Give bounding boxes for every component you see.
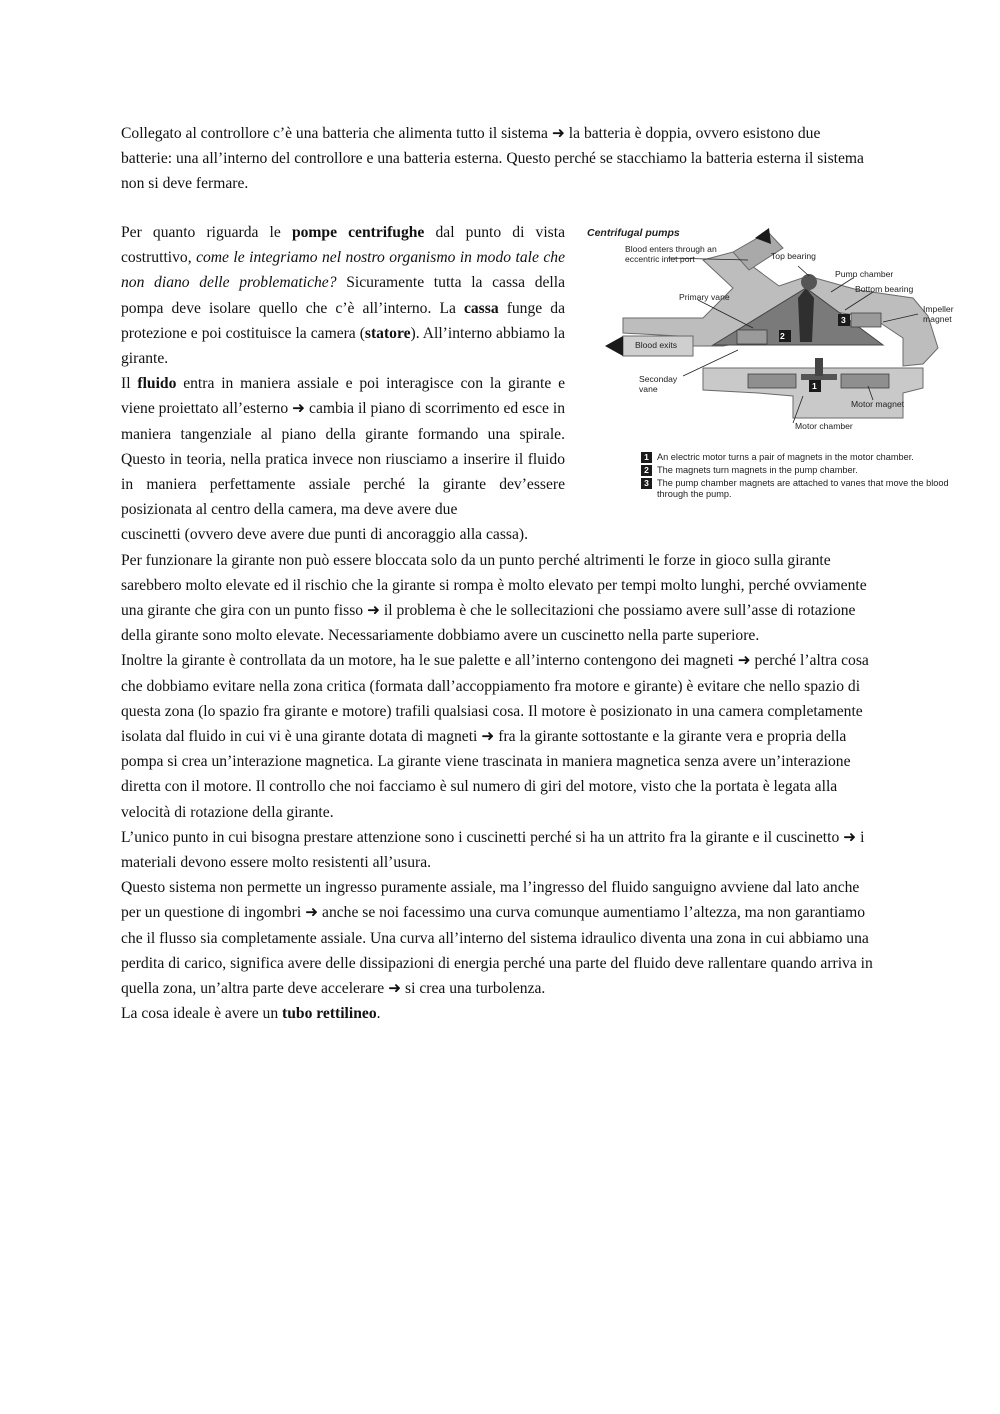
legend-text: The pump chamber magnets are attached to vanes that move the blood through the pump. — [657, 478, 949, 499]
legend-text: The magnets turn magnets in the pump chamber. — [657, 465, 858, 475]
text-run: entra in maniera assiale e poi interagisce con la girante e viene proiettato all’esterno ➜ cambia il piano di scorrimento ed esce in maniera tangenziale al piano della girante formando una spirale. Questo in teoria, nella pratica invece non riusciamo a inserire il fluido in maniera perfettamente assiale perché la girante dev’essere posizionata al centro della camera, ma deve avere due — [121, 375, 565, 519]
girante-paragraph: Per funzionare la girante non può essere bloccata solo da un punto perché altrimenti le forze in gioco sulla girante sarebbero molto elevate ed il rischio che la girante si rompa è molto elevato per tempi molto lunghi, perché ovviamente una girante che gira con un punto fisso ➜ il problema è che le sollecitazioni che possiamo avere sull’asse di rotazione della girante sono molto elevate. Necessariamente dobbiamo avere un cuscinetto nella parte superiore. — [121, 551, 867, 645]
bearings-line: cuscinetti (ovvero deve avere due punti di ancoraggio alla cassa). — [121, 526, 528, 544]
text-run: dal punto di vista costruttivo, — [121, 224, 565, 267]
figure-title: Centrifugal pumps — [587, 227, 680, 239]
label-primary-vane: Primary vane — [679, 292, 730, 302]
marker-2: 2 — [780, 331, 785, 341]
motor-paragraph: Inoltre la girante è controllata da un motore, ha le sue palette e all’interno contengono dei magneti ➜ perché l’altra cosa che dobbiamo evitare nella zona critica (formata dall’accoppiamento fra motore e girante) è evitare che nello spazio di questa zona (lo spazio fra girante e motore) trafili qualsiasi cosa. Il motore è posizionato in una camera completamente isolata dal fluido in cui vi è una girante dotata di magneti ➜ fra la girante sottostante e la girante vera e propria della pompa si crea un’interazione magnetica. La girante viene trascinata in maniera magnetica senza avere un’interazione diretta con il motore. Il controllo che noi facciamo è sul numero di giri del motore, visto che la portata è legata alla velocità di rotazione della girante. — [121, 652, 869, 821]
conclusion-paragraph — [121, 1001, 875, 1026]
legend-item-2 — [641, 465, 971, 476]
legend-item-1 — [641, 452, 971, 463]
label-impeller-magnet: Impeller magnet — [923, 304, 954, 324]
intro-text: Collegato al controllore c’è una batteria che alimenta tutto il sistema ➜ la batteria è doppia, ovvero esistono due batterie: una all’interno del controllore e una batteria esterna. Questo perché se stacchiamo la batteria esterna il sistema non si deve fermare. — [121, 125, 864, 193]
term-cassa: cassa — [463, 299, 499, 317]
text-run: . — [376, 1005, 381, 1023]
text-run: La cosa ideale è avere un — [121, 1005, 283, 1023]
label-top-bearing: Top bearing — [771, 251, 816, 261]
centrifugal-pump-figure — [583, 218, 973, 514]
intro-paragraph — [121, 121, 875, 197]
centrifugal-paragraph — [121, 220, 565, 371]
figure-legend — [641, 452, 971, 502]
text-run: funge da protezione e poi costituisce la camera ( — [121, 299, 565, 342]
label-bottom-bearing: Bottom bearing — [855, 284, 914, 294]
label-blood-enters: Blood enters through an eccentric inlet port — [625, 244, 717, 264]
legend-number: 3 — [641, 478, 652, 489]
term-pompe-centrifughe: pompe centrifughe — [291, 224, 425, 241]
legend-text: An electric motor turns a pair of magnets in the motor chamber. — [657, 452, 914, 462]
legend-item-3 — [641, 478, 971, 500]
label-motor-magnet: Motor magnet — [851, 399, 905, 409]
text-run: Il — [121, 375, 138, 393]
text-run: Sicuramente tutta la cassa della pompa deve isolare quello che c’è all’interno. La — [121, 274, 565, 317]
term-statore: statore — [364, 324, 411, 342]
label-secondary-vane: Seconday vane — [639, 374, 678, 394]
fluid-paragraph — [121, 371, 565, 522]
legend-number: 2 — [641, 465, 652, 476]
label-pump-chamber: Pump chamber — [835, 269, 894, 279]
bearing-wear-paragraph: L’unico punto in cui bisogna prestare attenzione sono i cuscinetti perché si ha un attrito fra la girante e il cuscinetto ➜ i materiali devono essere molto resistenti all’usura. — [121, 828, 865, 872]
label-motor-chamber: Motor chamber — [795, 421, 853, 431]
inlet-paragraph: Questo sistema non permette un ingresso puramente assiale, ma l’ingresso del fluido sanguigno avviene dal lato anche per un questione di ingombri ➜ anche se noi facessimo una curva comunque aumentiamo l’altezza, ma non garantiamo che il flusso sia completamente assiale. Una curva all’interno del sistema idraulico diventa una zona in cui abbiamo una perdita di carico, significa avere delle dissipazioni di energia perché una parte del fluido deve rallentare quando arriva in quella zona, un’altra parte deve accelerare ➜ si crea una turbolenza. — [121, 879, 873, 998]
term-fluido: fluido — [137, 375, 177, 393]
marker-1: 1 — [812, 381, 817, 391]
text-run: ). All’interno abbiamo la girante. — [121, 324, 565, 368]
term-tubo-rettilineo: tubo rettilineo — [282, 1005, 377, 1023]
italic-question: come le integriamo nel nostro organismo in modo tale che non diano delle problematiche? — [121, 249, 566, 292]
legend-number: 1 — [641, 452, 652, 463]
label-blood-exits: Blood exits — [635, 340, 678, 350]
text-run: Per quanto riguarda le — [121, 224, 292, 241]
marker-3: 3 — [841, 315, 846, 325]
